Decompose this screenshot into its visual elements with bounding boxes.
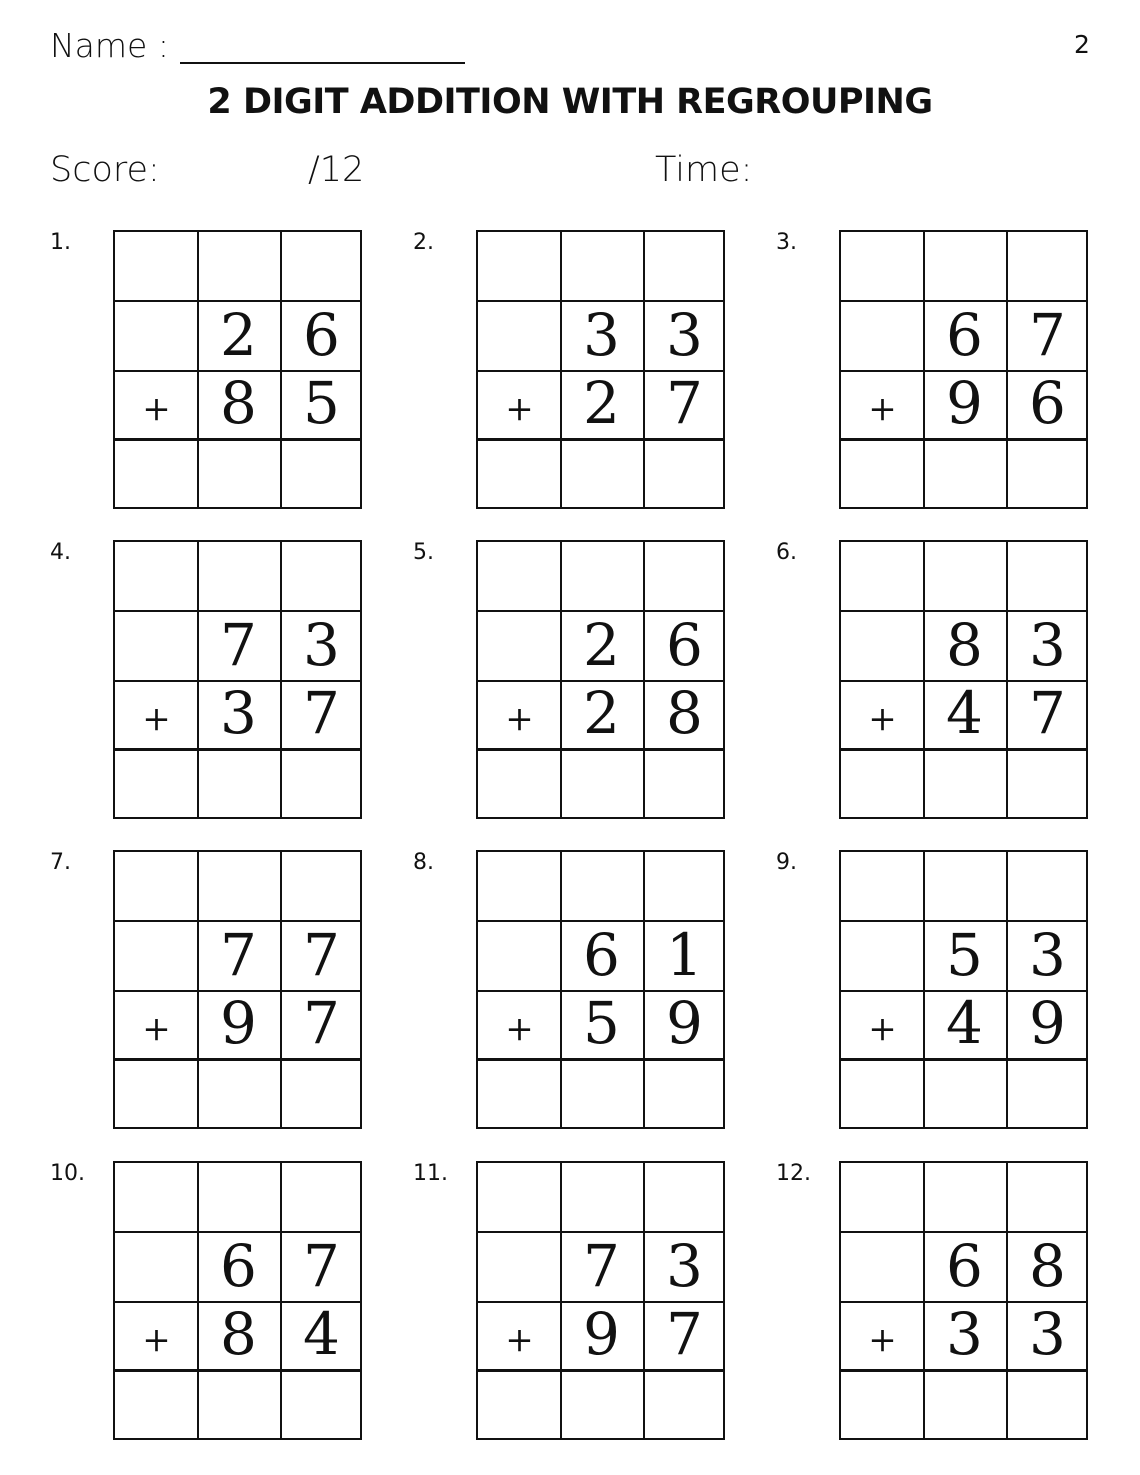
page-title: 2 DIGIT ADDITION WITH REGROUPING xyxy=(207,82,933,122)
carry-cell[interactable] xyxy=(644,542,726,608)
top-tens-digit: 2 xyxy=(583,611,620,679)
answer-cell[interactable] xyxy=(281,750,363,816)
answer-cell[interactable] xyxy=(841,1371,923,1437)
carry-cell[interactable] xyxy=(198,232,280,298)
carry-cell[interactable] xyxy=(115,542,197,608)
bottom-ones-digit: 7 xyxy=(303,989,340,1057)
bottom-tens-digit: 8 xyxy=(220,1300,257,1368)
answer-cell[interactable] xyxy=(841,1060,923,1126)
problem-10 xyxy=(50,1161,390,1451)
carry-cell[interactable] xyxy=(478,1163,560,1229)
carry-cell[interactable] xyxy=(1007,852,1089,918)
carry-cell[interactable] xyxy=(644,1163,726,1229)
addition-grid xyxy=(113,1161,362,1440)
answer-cell[interactable] xyxy=(644,1060,726,1126)
bottom-ones-digit: 5 xyxy=(303,369,340,437)
plus-sign: + xyxy=(868,1320,897,1360)
carry-cell[interactable] xyxy=(561,1163,643,1229)
carry-cell[interactable] xyxy=(115,232,197,298)
carry-cell[interactable] xyxy=(561,232,643,298)
addition-grid xyxy=(839,540,1088,819)
answer-cell[interactable] xyxy=(478,750,560,816)
bottom-tens-digit: 9 xyxy=(220,989,257,1057)
top-ones-digit: 3 xyxy=(666,301,703,369)
answer-cell[interactable] xyxy=(561,1371,643,1437)
carry-cell[interactable] xyxy=(478,852,560,918)
top-tens-digit: 7 xyxy=(220,611,257,679)
bottom-ones-digit: 9 xyxy=(1029,989,1066,1057)
top-ones-digit: 6 xyxy=(666,611,703,679)
addition-grid xyxy=(476,540,725,819)
problem-number: 6. xyxy=(776,540,797,565)
bottom-tens-digit: 4 xyxy=(946,679,983,747)
problem-7 xyxy=(50,850,390,1140)
plus-sign: + xyxy=(868,389,897,429)
bottom-ones-digit: 7 xyxy=(303,679,340,747)
carry-cell[interactable] xyxy=(924,542,1006,608)
problem-4 xyxy=(50,540,390,830)
problem-1 xyxy=(50,230,390,520)
answer-cell[interactable] xyxy=(1007,1371,1089,1437)
carry-cell[interactable] xyxy=(478,232,560,298)
carry-cell[interactable] xyxy=(924,852,1006,918)
bottom-ones-digit: 7 xyxy=(1029,679,1066,747)
top-ones-digit: 3 xyxy=(1029,921,1066,989)
problem-11 xyxy=(413,1161,753,1451)
carry-cell[interactable] xyxy=(561,542,643,608)
problem-5 xyxy=(413,540,753,830)
problem-number: 9. xyxy=(776,850,797,875)
top-tens-digit: 8 xyxy=(946,611,983,679)
carry-cell[interactable] xyxy=(841,1163,923,1229)
plus-sign: + xyxy=(142,389,171,429)
answer-cell[interactable] xyxy=(478,1060,560,1126)
top-tens-digit: 6 xyxy=(220,1232,257,1300)
answer-cell[interactable] xyxy=(1007,1060,1089,1126)
answer-cell[interactable] xyxy=(115,1371,197,1437)
answer-cell[interactable] xyxy=(198,750,280,816)
answer-cell[interactable] xyxy=(281,1060,363,1126)
answer-cell[interactable] xyxy=(198,1371,280,1437)
carry-cell[interactable] xyxy=(924,232,1006,298)
carry-cell[interactable] xyxy=(478,542,560,608)
answer-cell[interactable] xyxy=(1007,440,1089,506)
problem-number: 7. xyxy=(50,850,71,875)
problem-12 xyxy=(776,1161,1116,1451)
answer-cell[interactable] xyxy=(1007,750,1089,816)
answer-cell[interactable] xyxy=(478,1371,560,1437)
top-tens-digit: 2 xyxy=(220,301,257,369)
top-tens-digit: 6 xyxy=(946,301,983,369)
problem-number: 3. xyxy=(776,230,797,255)
carry-cell[interactable] xyxy=(281,1163,363,1229)
addition-grid xyxy=(113,230,362,509)
top-tens-digit: 3 xyxy=(583,301,620,369)
bottom-tens-digit: 4 xyxy=(946,989,983,1057)
addition-grid xyxy=(839,850,1088,1129)
carry-cell[interactable] xyxy=(841,852,923,918)
addition-grid xyxy=(476,230,725,509)
bottom-tens-digit: 5 xyxy=(583,989,620,1057)
score-total: /12 xyxy=(308,150,365,190)
answer-cell[interactable] xyxy=(644,750,726,816)
carry-cell[interactable] xyxy=(644,852,726,918)
carry-cell[interactable] xyxy=(841,232,923,298)
bottom-ones-digit: 3 xyxy=(1029,1300,1066,1368)
plus-sign: + xyxy=(868,1009,897,1049)
answer-cell[interactable] xyxy=(115,440,197,506)
answer-cell[interactable] xyxy=(841,440,923,506)
problem-6 xyxy=(776,540,1116,830)
plus-sign: + xyxy=(505,699,534,739)
bottom-tens-digit: 8 xyxy=(220,369,257,437)
plus-sign: + xyxy=(142,699,171,739)
carry-cell[interactable] xyxy=(281,542,363,608)
addition-grid xyxy=(113,850,362,1129)
top-ones-digit: 3 xyxy=(303,611,340,679)
answer-cell[interactable] xyxy=(115,1060,197,1126)
page-number: 2 xyxy=(1074,30,1090,59)
addition-grid xyxy=(839,1161,1088,1440)
top-ones-digit: 3 xyxy=(666,1232,703,1300)
answer-cell[interactable] xyxy=(281,440,363,506)
top-tens-digit: 7 xyxy=(583,1232,620,1300)
carry-cell[interactable] xyxy=(841,542,923,608)
carry-cell[interactable] xyxy=(1007,232,1089,298)
problem-number: 10. xyxy=(50,1161,85,1186)
answer-cell[interactable] xyxy=(281,1371,363,1437)
top-tens-digit: 7 xyxy=(220,921,257,989)
answer-cell[interactable] xyxy=(644,440,726,506)
carry-cell[interactable] xyxy=(281,852,363,918)
bottom-ones-digit: 8 xyxy=(666,679,703,747)
problem-number: 4. xyxy=(50,540,71,565)
problem-3 xyxy=(776,230,1116,520)
answer-cell[interactable] xyxy=(198,1060,280,1126)
answer-cell[interactable] xyxy=(561,440,643,506)
score-label: Score: xyxy=(50,150,160,190)
top-ones-digit: 7 xyxy=(303,921,340,989)
carry-cell[interactable] xyxy=(644,232,726,298)
plus-sign: + xyxy=(505,389,534,429)
bottom-tens-digit: 9 xyxy=(946,369,983,437)
answer-cell[interactable] xyxy=(478,440,560,506)
addition-grid xyxy=(476,1161,725,1440)
problem-9 xyxy=(776,850,1116,1140)
answer-cell[interactable] xyxy=(115,750,197,816)
bottom-tens-digit: 2 xyxy=(583,369,620,437)
answer-cell[interactable] xyxy=(924,1371,1006,1437)
carry-cell[interactable] xyxy=(924,1163,1006,1229)
bottom-tens-digit: 3 xyxy=(220,679,257,747)
answer-cell[interactable] xyxy=(841,750,923,816)
problem-number: 5. xyxy=(413,540,434,565)
bottom-ones-digit: 9 xyxy=(666,989,703,1057)
answer-cell[interactable] xyxy=(924,750,1006,816)
plus-sign: + xyxy=(868,699,897,739)
bottom-ones-digit: 6 xyxy=(1029,369,1066,437)
problem-8 xyxy=(413,850,753,1140)
carry-cell[interactable] xyxy=(1007,542,1089,608)
carry-cell[interactable] xyxy=(115,852,197,918)
problem-number: 11. xyxy=(413,1161,448,1186)
top-ones-digit: 6 xyxy=(303,301,340,369)
answer-cell[interactable] xyxy=(924,1060,1006,1126)
bottom-ones-digit: 4 xyxy=(303,1300,340,1368)
problem-number: 1. xyxy=(50,230,71,255)
bottom-ones-digit: 7 xyxy=(666,1300,703,1368)
answer-cell[interactable] xyxy=(644,1371,726,1437)
carry-cell[interactable] xyxy=(198,1163,280,1229)
addition-grid xyxy=(839,230,1088,509)
answer-cell[interactable] xyxy=(561,1060,643,1126)
carry-cell[interactable] xyxy=(561,852,643,918)
addition-grid xyxy=(476,850,725,1129)
bottom-tens-digit: 2 xyxy=(583,679,620,747)
top-ones-digit: 7 xyxy=(1029,301,1066,369)
top-tens-digit: 5 xyxy=(946,921,983,989)
carry-cell[interactable] xyxy=(1007,1163,1089,1229)
problem-2 xyxy=(413,230,753,520)
bottom-tens-digit: 3 xyxy=(946,1300,983,1368)
problem-number: 12. xyxy=(776,1161,811,1186)
answer-cell[interactable] xyxy=(924,440,1006,506)
carry-cell[interactable] xyxy=(198,542,280,608)
top-ones-digit: 8 xyxy=(1029,1232,1066,1300)
time-label: Time: xyxy=(655,150,753,190)
top-tens-digit: 6 xyxy=(946,1232,983,1300)
bottom-ones-digit: 7 xyxy=(666,369,703,437)
plus-sign: + xyxy=(142,1320,171,1360)
carry-cell[interactable] xyxy=(281,232,363,298)
plus-sign: + xyxy=(505,1320,534,1360)
carry-cell[interactable] xyxy=(198,852,280,918)
top-ones-digit: 3 xyxy=(1029,611,1066,679)
answer-cell[interactable] xyxy=(198,440,280,506)
problem-number: 2. xyxy=(413,230,434,255)
problem-number: 8. xyxy=(413,850,434,875)
carry-cell[interactable] xyxy=(115,1163,197,1229)
top-ones-digit: 7 xyxy=(303,1232,340,1300)
plus-sign: + xyxy=(505,1009,534,1049)
plus-sign: + xyxy=(142,1009,171,1049)
name-label: Name : xyxy=(50,26,169,65)
answer-cell[interactable] xyxy=(561,750,643,816)
top-tens-digit: 6 xyxy=(583,921,620,989)
bottom-tens-digit: 9 xyxy=(583,1300,620,1368)
top-ones-digit: 1 xyxy=(666,921,703,989)
addition-grid xyxy=(113,540,362,819)
